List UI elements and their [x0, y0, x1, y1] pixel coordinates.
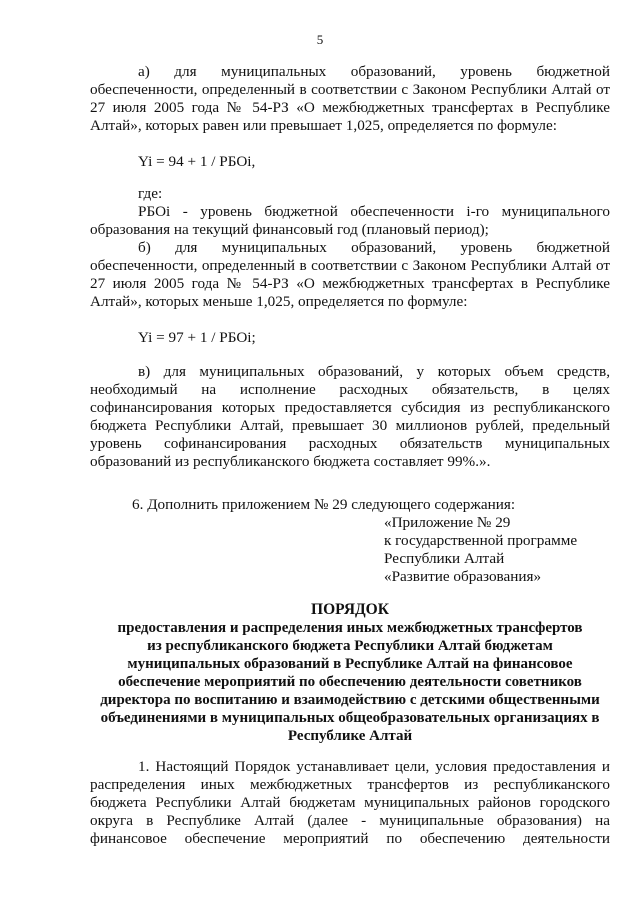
- formula-a: Yi = 94 + 1 / РБОi,: [138, 153, 256, 170]
- para-b-line: б) для муниципальных образований, уровень бюджетной: [138, 239, 610, 256]
- definition-line: РБОi - уровень бюджетной обеспеченности i-го муниципального: [138, 203, 610, 220]
- para-b-line: Алтай», которых меньше 1,025, определяется по формуле:: [90, 293, 468, 310]
- para-b-line: 27 июля 2005 года № 54-РЗ «О межбюджетных трансфертах в Республике: [90, 275, 610, 292]
- appendix-line: «Развитие образования»: [384, 568, 542, 585]
- appendix-line: «Приложение № 29: [384, 514, 511, 531]
- page-number: 5: [316, 32, 324, 47]
- para-c-line: бюджета Республики Алтай, превышает 30 миллионов рублей, предельный: [90, 417, 610, 434]
- para-c-line: в) для муниципальных образований, у которых объем средств,: [138, 363, 610, 380]
- subtitle-line: директора по воспитанию и взаимодействию с детскими общественными: [100, 692, 600, 708]
- document-title: ПОРЯДОК: [311, 601, 389, 618]
- para-1-line: округа в Республике Алтай (далее - муниципальные образования) на: [90, 812, 610, 829]
- para-1-line: бюджета Республики Алтай бюджетам муниципальных районов городского: [90, 794, 610, 811]
- para-1-line: распределения иных межбюджетных трансфертов из республиканского: [90, 776, 610, 793]
- subtitle-line: из республиканского бюджета Республики Алтай бюджетам: [147, 638, 553, 654]
- para-b-line: обеспеченности, определенный в соответствии с Законом Республики Алтай от: [90, 257, 610, 274]
- formula-b: Yi = 97 + 1 / РБОi;: [138, 329, 256, 346]
- para-c-line: образований из республиканского бюджета составляет 99%.».: [90, 453, 491, 470]
- para-a-line: а) для муниципальных образований, уровень бюджетной: [138, 63, 610, 80]
- appendix-line: к государственной программе: [384, 532, 578, 549]
- para-c-line: уровень софинансирования расходных обязательств муниципальных: [90, 435, 610, 452]
- para-a-line: 27 июля 2005 года № 54-РЗ «О межбюджетных трансфертах в Республике: [90, 99, 610, 116]
- definition-line: образования на текущий финансовый год (плановый период);: [90, 221, 489, 238]
- item-6: 6. Дополнить приложением № 29 следующего содержания:: [132, 496, 516, 513]
- para-c-line: необходимый на исполнение расходных обязательств, в целях: [90, 381, 610, 398]
- subtitle-line: муниципальных образований в Республике Алтай на финансовое: [127, 656, 573, 672]
- para-a-line: обеспеченности, определенный в соответствии с Законом Республики Алтай от: [90, 81, 610, 98]
- para-1-line: 1. Настоящий Порядок устанавливает цели, условия предоставления и: [138, 758, 610, 775]
- para-c-line: софинансирования которых предоставляется субсидия из республиканского: [90, 399, 610, 416]
- where-label: где:: [138, 185, 163, 202]
- appendix-line: Республики Алтай: [384, 550, 505, 567]
- para-a-line: Алтай», которых равен или превышает 1,025, определяется по формуле:: [90, 117, 557, 134]
- para-1-line: финансовое обеспечение мероприятий по обеспечению деятельности: [90, 830, 610, 847]
- subtitle-line: Республике Алтай: [287, 728, 413, 744]
- subtitle-line: предоставления и распределения иных межбюджетных трансфертов: [117, 620, 583, 636]
- subtitle-line: объединениями в муниципальных общеобразовательных организациях в: [100, 710, 600, 726]
- subtitle-line: обеспечение мероприятий по обеспечению деятельности советников: [118, 674, 582, 690]
